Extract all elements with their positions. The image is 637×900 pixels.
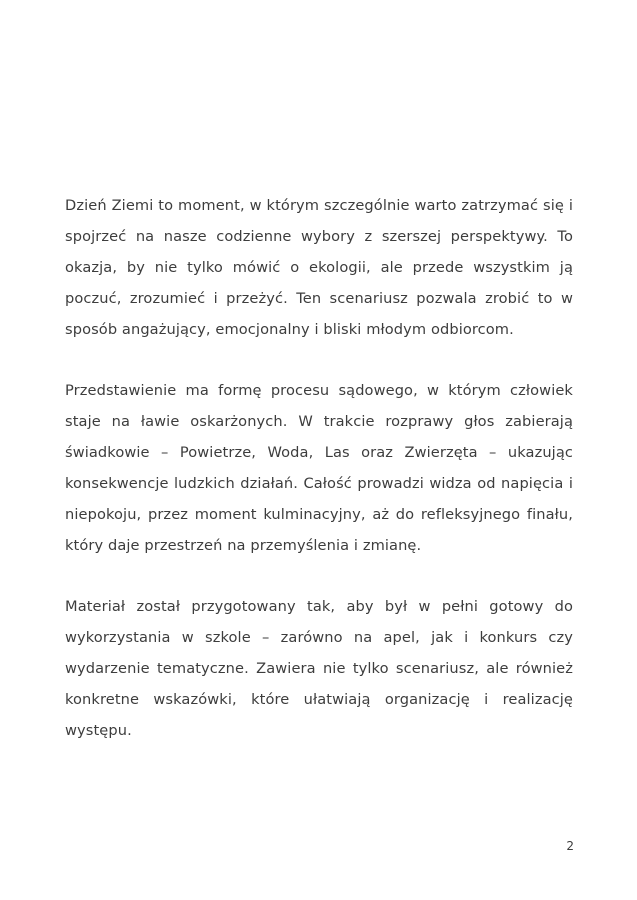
- paragraph: Przedstawienie ma formę procesu sądowego, w którym człowiek staje na ławie oskarżonych. W trakcie rozprawy głos zabierają świadkowie – Powietrze, Woda, Las oraz Zwierzęta – ukazując konsekwencje ludzkich działań. Całość prowadzi widza od napięcia i niepokoju, przez moment kulminacyjny, aż do refleksyjnego finału, który daje przestrzeń na przemyślenia i zmianę.: [65, 382, 573, 554]
- page-body: [65, 190, 573, 746]
- paragraph: Dzień Ziemi to moment, w którym szczególnie warto zatrzymać się i spojrzeć na nasze codzienne wybory z szerszej perspektywy. To okazja, by nie tylko mówić o ekologii, ale przede wszystkim ją poczuć, zrozumieć i przeżyć. Ten scenariusz pozwala zrobić to w sposób angażujący, emocjonalny i bliski młodym odbiorcom.: [65, 197, 573, 338]
- page-number: 2: [566, 839, 574, 853]
- paragraph: Materiał został przygotowany tak, aby był w pełni gotowy do wykorzystania w szkole – zarówno na apel, jak i konkurs czy wydarzenie tematyczne. Zawiera nie tylko scenariusz, ale również konkretne wskazówki, które ułatwiają organizację i realizację występu.: [65, 598, 573, 739]
